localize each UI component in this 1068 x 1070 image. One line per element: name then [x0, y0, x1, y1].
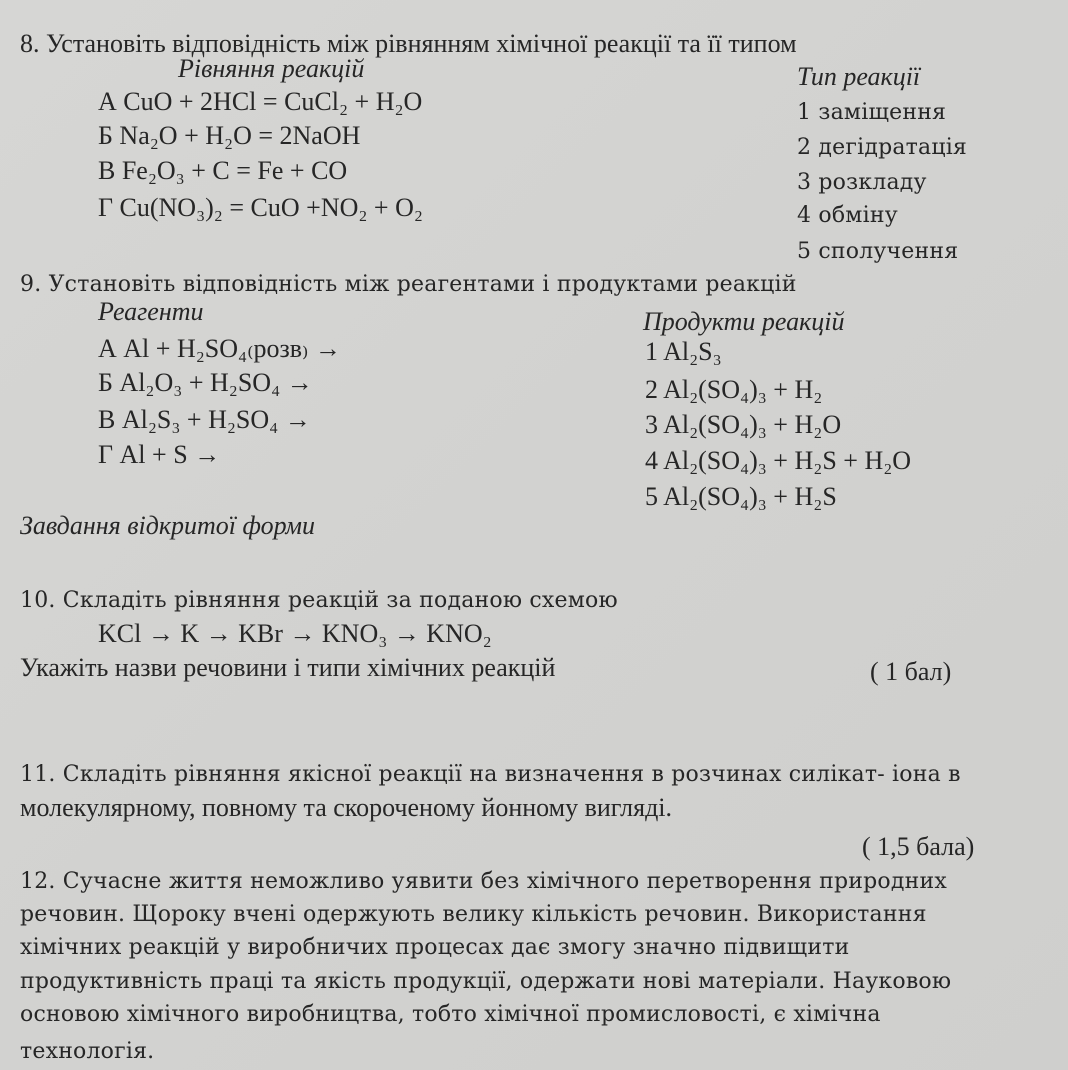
task-10-instruction: Укажіть назви речовини і типи хімічних реакцій	[20, 653, 556, 682]
type-3: 3 розкладу	[797, 170, 927, 195]
product-5: 5 Al₂(SO₄)₃ + H₂S	[645, 482, 837, 511]
task-12-line: речовин. Щороку вчені одержують велику кількість речовин. Використання	[20, 902, 927, 927]
equation-a: А CuO + 2HCl = CuCl₂ + H₂O	[98, 87, 423, 116]
reagent-a: А Al + H₂SO₄₍розв₎ →	[98, 334, 341, 363]
task-12-line: продуктивність праці та якість продукції, одержати нові матеріали. Науковою	[20, 969, 952, 994]
task-11-points: ( 1,5 бала)	[862, 832, 975, 861]
type-4: 4 обміну	[797, 203, 898, 228]
product-1: 1 Al₂S₃	[645, 337, 722, 366]
reagent-v: В Al₂S₃ + H₂SO₄ →	[98, 405, 311, 434]
task-12-line: хімічних реакцій у виробничих процесах дає змогу значно підвищити	[20, 935, 850, 960]
product-3: 3 Al₂(SO₄)₃ + H₂O	[645, 410, 842, 439]
task-12-line: 12. Сучасне життя неможливо уявити без хімічного перетворення природних	[20, 869, 947, 894]
task-10-points: ( 1 бал)	[870, 657, 952, 686]
task-11-line-2: молекулярному, повному та скороченому йонному вигляді.	[20, 793, 673, 822]
type-1: 1 заміщення	[797, 100, 947, 125]
equation-g: Г Cu(NO₃)₂ = CuO +NO₂ + O₂	[98, 193, 423, 222]
task-11-line-1: 11. Складіть рівняння якісної реакції на визначення в розчинах силікат- іона в	[20, 762, 961, 787]
equation-v: В Fe₂O₃ + C = Fe + CO	[98, 156, 348, 185]
products-header: Продукти реакцій	[643, 307, 845, 336]
task-8-title: 8. Установіть відповідність між рівнянням хімічної реакції та її типом	[20, 29, 797, 58]
task-12-line: основою хімічного виробництва, тобто хімічної промисловості, є хімічна	[20, 1002, 881, 1027]
types-header: Тип реакції	[797, 62, 921, 91]
equation-b: Б Na₂O + H₂O = 2NaOH	[98, 121, 361, 150]
open-section-heading: Завдання відкритої форми	[20, 511, 315, 540]
reagents-header: Реагенти	[98, 297, 204, 326]
task-12-line: технологія.	[20, 1039, 155, 1064]
reagent-b: Б Al₂O₃ + H₂SO₄ →	[98, 368, 313, 397]
task-10-title: 10. Складіть рівняння реакцій за поданою схемою	[20, 588, 618, 613]
equations-header: Рівняння реакцій	[178, 54, 365, 83]
type-5: 5 сполучення	[797, 239, 959, 264]
product-4: 4 Al₂(SO₄)₃ + H₂S + H₂O	[645, 446, 912, 475]
type-2: 2 дегідратація	[797, 135, 968, 160]
task-10-scheme: KCl → K → KBr → KNO₃ → KNO₂	[98, 619, 492, 648]
product-2: 2 Al₂(SO₄)₃ + H₂	[645, 375, 823, 404]
reagent-g: Г Al + S →	[98, 440, 221, 469]
task-9-title: 9. Установіть відповідність між реагентами і продуктами реакцій	[20, 272, 797, 297]
